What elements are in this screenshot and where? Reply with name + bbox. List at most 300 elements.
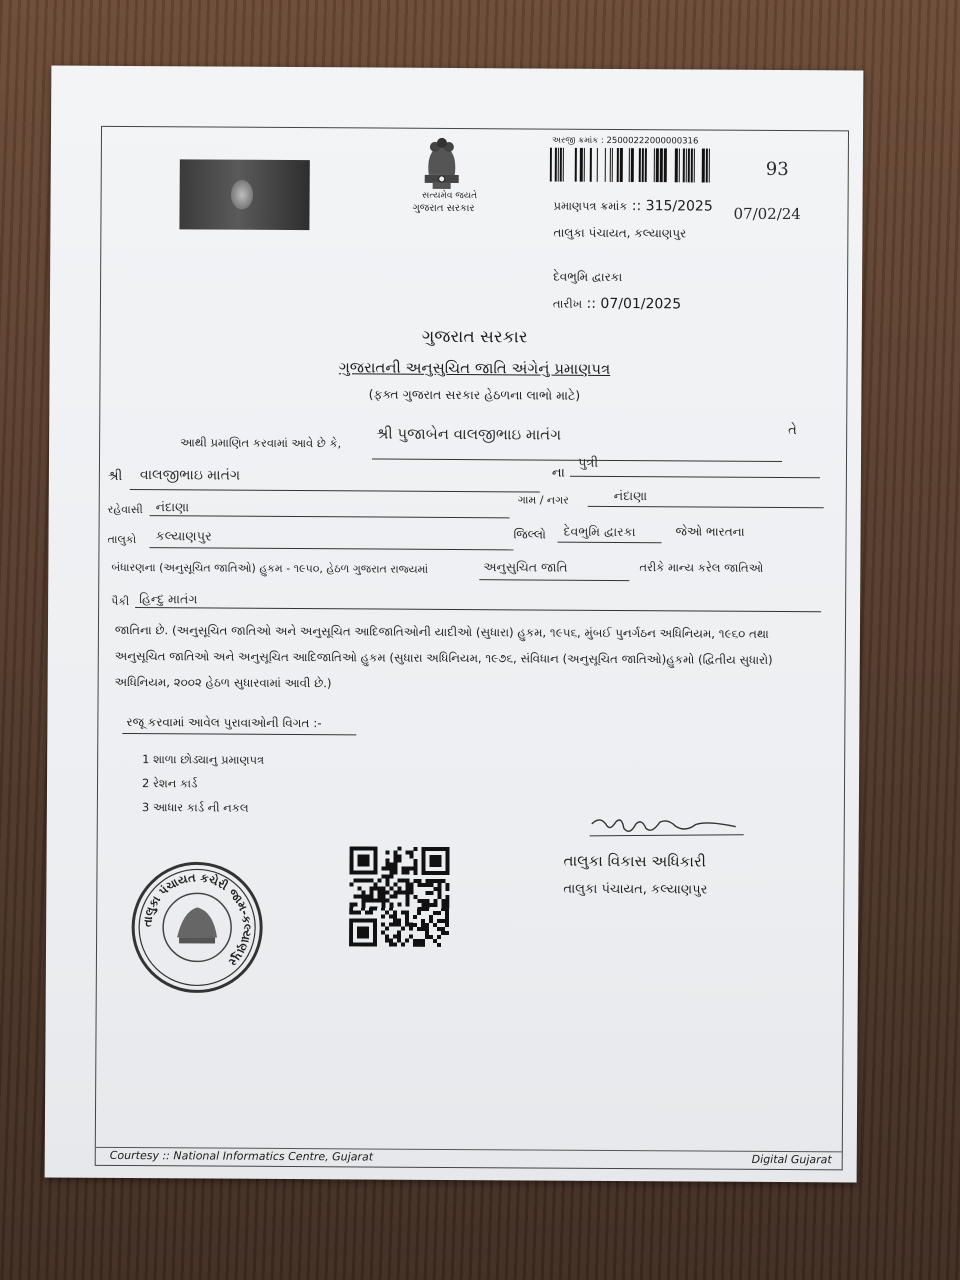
resident-underline — [150, 515, 510, 518]
qr-module — [397, 939, 401, 943]
qr-module — [349, 882, 353, 886]
qr-module — [389, 887, 393, 891]
qr-module — [397, 891, 401, 895]
qr-module — [413, 915, 417, 919]
qr-module — [405, 891, 409, 895]
village-label: ગામ / નગર — [517, 493, 569, 507]
barcode-bar — [679, 148, 680, 182]
government-heading: ગુજરાત સરકાર — [421, 326, 528, 348]
qr-module — [365, 934, 369, 938]
qr-module — [433, 923, 437, 927]
qr-module — [422, 851, 426, 855]
barcode-bar — [642, 148, 644, 182]
qr-module — [373, 943, 377, 947]
qr-module — [417, 939, 421, 943]
qr-module — [397, 879, 401, 883]
qr-module — [369, 910, 373, 914]
relation-value: પુત્રી — [577, 455, 599, 471]
barcode-bar — [560, 148, 562, 182]
qr-module — [369, 906, 373, 910]
qr-module — [353, 870, 357, 874]
qr-module — [374, 863, 378, 867]
qr-module — [405, 911, 409, 915]
qr-module — [389, 895, 393, 899]
officer-signature — [586, 814, 746, 845]
qr-module — [405, 879, 409, 883]
qr-module — [349, 870, 353, 874]
qr-module — [349, 930, 353, 934]
qr-module — [389, 875, 393, 879]
qr-module — [438, 855, 442, 859]
qr-module — [386, 863, 390, 867]
qr-module — [381, 915, 385, 919]
qr-module — [413, 923, 417, 927]
resident-value: નંદાણા — [155, 499, 190, 515]
qr-module — [401, 879, 405, 883]
qr-module — [386, 851, 390, 855]
qr-module — [350, 862, 354, 866]
qr-module — [405, 887, 409, 891]
qr-module — [349, 918, 353, 922]
qr-module — [357, 910, 361, 914]
barcode-bar — [584, 148, 585, 182]
qr-module — [445, 915, 449, 919]
qr-module — [446, 863, 450, 867]
qr-module — [362, 862, 366, 866]
qr-module — [421, 883, 425, 887]
qr-module — [405, 915, 409, 919]
qr-module — [438, 863, 442, 867]
qr-module — [398, 847, 402, 851]
qr-module — [358, 854, 362, 858]
qr-module — [385, 879, 389, 883]
qr-module — [434, 863, 438, 867]
qr-module — [441, 919, 445, 923]
district-underline — [557, 542, 661, 544]
qr-module — [393, 871, 397, 875]
qr-module — [401, 871, 405, 875]
qr-module — [421, 867, 425, 871]
qr-module — [401, 891, 405, 895]
qr-module — [397, 887, 401, 891]
qr-module — [405, 871, 409, 875]
qr-module — [374, 847, 378, 851]
qr-module — [425, 907, 429, 911]
qr-module — [413, 943, 417, 947]
qr-module — [353, 894, 357, 898]
qr-module — [409, 867, 413, 871]
qr-module — [397, 903, 401, 907]
qr-module — [429, 879, 433, 883]
qr-module — [397, 935, 401, 939]
qr-module — [425, 871, 429, 875]
barcode-bar — [656, 148, 659, 182]
qr-module — [373, 871, 377, 875]
qr-module — [405, 939, 409, 943]
qr-module — [425, 927, 429, 931]
barcode-bar — [580, 148, 583, 182]
qr-module — [429, 891, 433, 895]
qr-module — [393, 911, 397, 915]
qr-module — [430, 847, 434, 851]
issue-date-value: :: 07/01/2025 — [586, 295, 682, 313]
qr-module — [365, 894, 369, 898]
qr-module — [430, 855, 434, 859]
qr-module — [445, 911, 449, 915]
barcode-bar — [660, 148, 663, 182]
qr-module — [354, 846, 358, 850]
qr-module — [425, 903, 429, 907]
qr-module — [361, 902, 365, 906]
barcode-bar — [617, 148, 619, 182]
qr-module — [433, 887, 437, 891]
qr-module — [361, 934, 365, 938]
qr-module — [434, 855, 438, 859]
village-underline — [588, 506, 824, 508]
qr-module — [421, 871, 425, 875]
legal-line-2: અનુસૂચિત જાતિઓ અને અનુસૂચિત આદિજાતિઓ હુકમ (સુધારા અધિનિયમ, ૧૯૭૬, સંવિધાન (અનુસૂચિત જાતિઓ)હુકમો (દ્વિતીય સુધારો) — [114, 648, 773, 667]
qr-module — [350, 846, 354, 850]
qr-module — [369, 894, 373, 898]
qr-module — [437, 891, 441, 895]
qr-module — [357, 926, 361, 930]
qr-module — [365, 898, 369, 902]
qr-module — [369, 878, 373, 882]
qr-module — [373, 899, 377, 903]
qr-module — [373, 927, 377, 931]
qr-module — [434, 847, 438, 851]
qr-module — [441, 907, 445, 911]
footer-courtesy: Courtesy :: National Informatics Centre, Gujarat — [109, 1148, 374, 1164]
barcode-bar — [631, 148, 634, 182]
qr-module — [357, 942, 361, 946]
qr-module — [381, 895, 385, 899]
legal-line-1: જાતિના છે. (અનુસૂચિત જાતિઓ અને અનુસૂચિત આદિજાતિઓની યાદીઓ (સુધારા) હુકમ, ૧૯૫૬, મુંબઈ પુનર્ગઠન અધિનિયમ, ૧૯૬૦ તથા — [114, 622, 769, 641]
qr-module — [437, 943, 441, 947]
qr-module — [394, 863, 398, 867]
qr-module — [366, 846, 370, 850]
qr-module — [385, 883, 389, 887]
qr-module — [445, 919, 449, 923]
document-item: 1 શાળા છોડ્યાનુ પ્રમાણપત્ર — [142, 752, 265, 767]
barcode-bar — [555, 148, 557, 182]
qr-module — [441, 931, 445, 935]
qr-module — [445, 867, 449, 871]
qr-module — [422, 863, 426, 867]
qr-module — [389, 867, 393, 871]
qr-module — [433, 939, 437, 943]
indian-text: જેઓ ભારતના — [675, 524, 745, 539]
resident-label: રહેવાસી — [107, 502, 143, 517]
certificate-subtitle: (ફક્ત ગુજરાત સરકાર હેઠળના લાભો માટે) — [368, 386, 581, 403]
qr-module — [445, 931, 449, 935]
qr-module — [350, 858, 354, 862]
documents-list — [142, 747, 264, 820]
qr-module — [381, 907, 385, 911]
qr-module — [405, 867, 409, 871]
qr-module — [373, 931, 377, 935]
qr-module — [349, 902, 353, 906]
barcode-bar — [709, 149, 710, 183]
barcode-bar — [597, 148, 598, 182]
documents-heading-underline — [122, 733, 356, 735]
footer-brand: Digital Gujarat — [751, 1152, 832, 1167]
barcode-bar — [629, 148, 630, 182]
qr-module — [421, 907, 425, 911]
qr-module — [401, 911, 405, 915]
qr-module — [385, 927, 389, 931]
emblem-caption: ગુજરાત સરકાર — [412, 202, 475, 215]
qr-module — [437, 895, 441, 899]
qr-module — [433, 879, 437, 883]
shri-label: શ્રી — [107, 468, 123, 484]
qr-module — [385, 899, 389, 903]
qr-module — [349, 942, 353, 946]
qr-code — [349, 846, 450, 947]
qr-module — [389, 939, 393, 943]
barcode-bar — [691, 148, 693, 182]
qr-module — [373, 919, 377, 923]
qr-module — [349, 922, 353, 926]
father-underline — [130, 489, 540, 493]
qr-module — [381, 875, 385, 879]
qr-module — [397, 923, 401, 927]
qr-module — [349, 906, 353, 910]
qr-module — [413, 871, 417, 875]
qr-module — [445, 907, 449, 911]
qr-module — [394, 855, 398, 859]
qr-module — [417, 927, 421, 931]
district-label: જિલ્લો — [513, 527, 546, 542]
qr-module — [417, 943, 421, 947]
qr-module — [414, 847, 418, 851]
qr-module — [445, 899, 449, 903]
application-number-value: 25000222000000316 — [606, 135, 699, 147]
qr-module — [373, 887, 377, 891]
document-item: 2 રેશન કાર્ડ — [141, 776, 198, 791]
district-name: દેવભુમિ દ્વારકા — [553, 269, 623, 285]
barcode-bar — [664, 148, 667, 182]
qr-module — [441, 903, 445, 907]
qr-module — [434, 859, 438, 863]
qr-module — [401, 867, 405, 871]
qr-module — [393, 895, 397, 899]
qr-module — [422, 855, 426, 859]
qr-module — [366, 854, 370, 858]
qr-module — [413, 879, 417, 883]
qr-module — [417, 899, 421, 903]
seal-text: તાલુકા પંચાયત કચેરી જામ-કલ્યાણપુર — [139, 870, 255, 970]
person-name: શ્રી પુજાબેન વાલજીભાઇ માતંગ — [376, 424, 562, 444]
qr-module — [349, 910, 353, 914]
qr-module — [405, 923, 409, 927]
qr-module — [433, 871, 437, 875]
qr-module — [393, 867, 397, 871]
qr-module — [409, 927, 413, 931]
qr-module — [353, 878, 357, 882]
qr-module — [433, 899, 437, 903]
qr-module — [374, 855, 378, 859]
qr-module — [393, 883, 397, 887]
qr-module — [353, 910, 357, 914]
qr-module — [413, 939, 417, 943]
qr-module — [421, 943, 425, 947]
qr-module — [414, 859, 418, 863]
qr-module — [358, 858, 362, 862]
office-seal-icon — [127, 857, 268, 998]
qr-module — [437, 935, 441, 939]
barcode-bar — [639, 148, 641, 182]
qr-module — [373, 923, 377, 927]
qr-module — [429, 871, 433, 875]
barcode-bar — [610, 148, 611, 182]
qr-module — [441, 899, 445, 903]
qr-module — [441, 871, 445, 875]
barcode-bar — [683, 148, 685, 182]
qr-module — [393, 943, 397, 947]
qr-module — [429, 915, 433, 919]
qr-module — [366, 862, 370, 866]
qr-module — [361, 890, 365, 894]
qr-module — [357, 886, 361, 890]
certificate-number-value: :: 315/2025 — [631, 198, 713, 215]
qr-module — [425, 931, 429, 935]
qr-module — [421, 903, 425, 907]
taluka-underline — [149, 547, 513, 550]
qr-module — [358, 846, 362, 850]
applicant-photo — [179, 159, 309, 230]
qr-module — [369, 918, 373, 922]
certificate-border — [95, 126, 849, 1171]
qr-module — [410, 855, 414, 859]
qr-module — [410, 851, 414, 855]
qr-module — [445, 871, 449, 875]
qr-module — [357, 894, 361, 898]
qr-module — [377, 891, 381, 895]
qr-module — [429, 883, 433, 887]
sub-caste-value: હિન્દુ માતંગ — [139, 591, 198, 607]
qr-module — [357, 934, 361, 938]
handwritten-date: 07/02/24 — [733, 204, 801, 224]
qr-module — [405, 899, 409, 903]
qr-module — [361, 906, 365, 910]
qr-module — [425, 891, 429, 895]
qr-module — [417, 879, 421, 883]
qr-module — [422, 847, 426, 851]
category-underline — [479, 579, 629, 581]
qr-module — [385, 867, 389, 871]
qr-module — [369, 890, 373, 894]
qr-module — [361, 870, 365, 874]
qr-module — [393, 915, 397, 919]
qr-module — [373, 867, 377, 871]
qr-module — [361, 898, 365, 902]
qr-module — [425, 879, 429, 883]
certificate-title: ગુજરાતની અનુસુચિત જાતિ અંગેનું પ્રમાણપત્ર — [338, 358, 611, 378]
qr-module — [365, 918, 369, 922]
village-value: નંદાણા — [613, 487, 648, 504]
qr-module — [389, 943, 393, 947]
qr-module — [377, 879, 381, 883]
barcode-bar — [575, 148, 577, 182]
qr-module — [385, 939, 389, 943]
qr-module — [413, 895, 417, 899]
qr-module — [377, 887, 381, 891]
qr-module — [393, 923, 397, 927]
constitution-text: બંધારણના (અનુસૂચિત જાતિઓ) હુકમ - ૧૯૫૦, હેઠળ ગુજરાત રાજ્યમાં — [111, 560, 429, 576]
qr-module — [374, 859, 378, 863]
qr-module — [405, 919, 409, 923]
qr-module — [377, 895, 381, 899]
qr-module — [362, 858, 366, 862]
qr-module — [349, 926, 353, 930]
barcode-bar — [620, 148, 623, 182]
qr-module — [369, 942, 373, 946]
qr-module — [373, 939, 377, 943]
barcode-bar — [686, 148, 687, 182]
qr-module — [445, 923, 449, 927]
qr-module — [393, 919, 397, 923]
qr-module — [397, 919, 401, 923]
barcode-bar — [605, 148, 606, 182]
qr-module — [369, 886, 373, 890]
qr-module — [381, 887, 385, 891]
qr-module — [389, 907, 393, 911]
qr-module — [430, 859, 434, 863]
barcode-bar — [550, 148, 552, 182]
qr-module — [442, 847, 446, 851]
qr-module — [397, 931, 401, 935]
application-number — [552, 136, 698, 147]
qr-module — [365, 942, 369, 946]
qr-module — [365, 910, 369, 914]
sub-caste-label: પૈકી — [111, 594, 130, 609]
qr-module — [433, 911, 437, 915]
legal-line-3: અધિનિયમ, ૨૦૦૨ હેઠળ સુધારવામાં આવી છે.) — [114, 674, 332, 691]
qr-module — [381, 903, 385, 907]
qr-module — [393, 891, 397, 895]
qr-module — [441, 927, 445, 931]
qr-module — [361, 942, 365, 946]
qr-module — [445, 887, 449, 891]
qr-module — [394, 859, 398, 863]
qr-module — [349, 866, 353, 870]
barcode — [550, 148, 716, 183]
qr-module — [417, 911, 421, 915]
qr-module — [394, 851, 398, 855]
qr-module — [373, 935, 377, 939]
qr-module — [441, 879, 445, 883]
qr-module — [417, 907, 421, 911]
qr-module — [381, 899, 385, 903]
qr-module — [386, 859, 390, 863]
qr-module — [425, 899, 429, 903]
qr-module — [350, 850, 354, 854]
qr-module — [361, 894, 365, 898]
qr-module — [389, 871, 393, 875]
qr-module — [385, 875, 389, 879]
qr-module — [437, 883, 441, 887]
issuing-office: તાલુકા પંચાયત, કલ્યાણપુર — [553, 225, 687, 241]
qr-module — [358, 862, 362, 866]
qr-module — [361, 930, 365, 934]
qr-module — [437, 927, 441, 931]
qr-module — [421, 927, 425, 931]
qr-module — [437, 879, 441, 883]
qr-module — [433, 903, 437, 907]
qr-module — [385, 911, 389, 915]
qr-module — [349, 938, 353, 942]
